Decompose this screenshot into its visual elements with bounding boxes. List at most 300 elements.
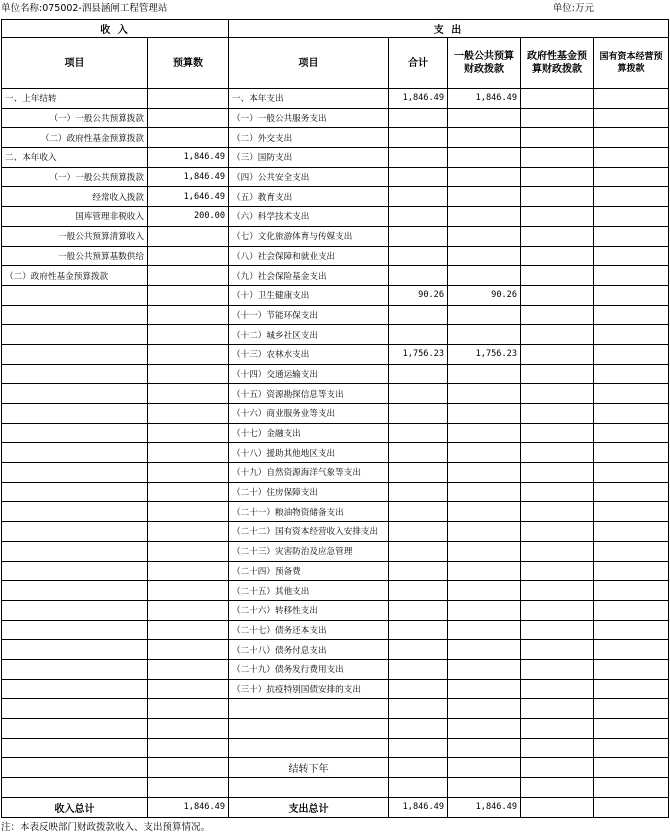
state-capital-cell <box>594 640 669 660</box>
income-item-cell: 国库管理非税收入 <box>2 207 148 227</box>
state-capital-cell <box>594 581 669 601</box>
expense-item-cell: （二十九）债务发行费用支出 <box>229 659 389 679</box>
income-item-cell <box>2 384 148 404</box>
expense-item-cell: （十八）援助其他地区支出 <box>229 443 389 463</box>
expense-item-cell: （十五）资源勘探信息等支出 <box>229 384 389 404</box>
fund-budget-cell <box>521 719 594 739</box>
income-item-cell <box>2 581 148 601</box>
table-row <box>2 640 669 660</box>
general-budget-cell <box>448 541 521 561</box>
expense-item-cell: （二十三）灾害防治及应急管理 <box>229 541 389 561</box>
income-budget-cell <box>148 404 229 424</box>
expense-total-cell <box>389 167 448 187</box>
col-header-budget: 预算数 <box>148 38 229 89</box>
expense-total-cell <box>389 148 448 168</box>
table-row <box>2 778 669 798</box>
general-budget-cell <box>448 148 521 168</box>
table-row <box>2 699 669 719</box>
income-budget-cell <box>148 640 229 660</box>
fund-budget-cell <box>521 541 594 561</box>
general-budget-cell <box>448 778 521 798</box>
fund-budget-cell <box>521 404 594 424</box>
income-budget-cell <box>148 778 229 798</box>
state-capital-cell <box>594 659 669 679</box>
income-item-cell <box>2 600 148 620</box>
general-budget-cell <box>448 325 521 345</box>
col-header-total: 合计 <box>389 38 448 89</box>
col-header-expense-item: 项目 <box>229 38 389 89</box>
expense-item-cell <box>229 719 389 739</box>
expense-total-cell: 90.26 <box>389 285 448 305</box>
expense-item-cell: （三）国防支出 <box>229 148 389 168</box>
income-item-cell <box>2 640 148 660</box>
income-item-cell <box>2 325 148 345</box>
expense-total-cell <box>389 207 448 227</box>
expense-total-label: 支出总计 <box>229 797 389 817</box>
income-item-cell <box>2 778 148 798</box>
income-budget-cell <box>148 226 229 246</box>
expense-item-cell: （二十七）债务还本支出 <box>229 620 389 640</box>
fund-budget-cell <box>521 443 594 463</box>
table-row <box>2 207 669 227</box>
income-budget-cell <box>148 128 229 148</box>
table-row <box>2 463 669 483</box>
income-item-cell <box>2 738 148 758</box>
expense-item-cell: 结转下年 <box>229 758 389 778</box>
footnote: 注：本表反映部门财政拨款收入、支出预算情况。 <box>1 822 211 833</box>
table-row <box>2 758 669 778</box>
expense-item-cell: （五）教育支出 <box>229 187 389 207</box>
income-item-cell <box>2 364 148 384</box>
expense-item-cell: 一、本年支出 <box>229 89 389 109</box>
income-budget-cell <box>148 679 229 699</box>
expense-total-cell <box>389 364 448 384</box>
income-budget-cell <box>148 108 229 128</box>
expense-total-cell <box>389 325 448 345</box>
expense-total-cell: 1,846.49 <box>389 89 448 109</box>
income-item-cell <box>2 502 148 522</box>
table-row <box>2 187 669 207</box>
income-budget-cell <box>148 581 229 601</box>
income-item-cell <box>2 522 148 542</box>
income-item-cell <box>2 344 148 364</box>
income-budget-cell <box>148 266 229 286</box>
budget-table <box>1 19 669 818</box>
income-item-cell: （一）一般公共预算拨款 <box>2 108 148 128</box>
expense-total-cell <box>389 404 448 424</box>
fund-budget-cell <box>521 89 594 109</box>
income-budget-cell <box>148 305 229 325</box>
expense-total-cell <box>389 561 448 581</box>
expense-item-cell: （十六）商业服务业等支出 <box>229 404 389 424</box>
table-row <box>2 502 669 522</box>
income-budget-cell <box>148 482 229 502</box>
table-row <box>2 325 669 345</box>
fund-budget-cell <box>521 128 594 148</box>
fund-budget-cell <box>521 522 594 542</box>
income-budget-cell: 1,646.49 <box>148 187 229 207</box>
expense-item-cell: （十二）城乡社区支出 <box>229 325 389 345</box>
income-budget-cell <box>148 423 229 443</box>
state-capital-cell <box>594 482 669 502</box>
general-budget-cell <box>448 128 521 148</box>
income-item-cell: 一、上年结转 <box>2 89 148 109</box>
expense-total-cell <box>389 719 448 739</box>
fund-budget-cell <box>521 679 594 699</box>
state-capital-cell <box>594 699 669 719</box>
general-budget-cell <box>448 758 521 778</box>
state-capital-cell <box>594 758 669 778</box>
general-budget-cell <box>448 305 521 325</box>
income-item-cell <box>2 443 148 463</box>
general-budget-cell <box>448 443 521 463</box>
income-item-cell <box>2 620 148 640</box>
income-budget-cell <box>148 325 229 345</box>
income-budget-cell <box>148 364 229 384</box>
income-budget-cell <box>148 758 229 778</box>
table-row <box>2 226 669 246</box>
state-capital-cell <box>594 541 669 561</box>
expense-total-cell <box>389 266 448 286</box>
income-item-cell: 一般公共预算清算收入 <box>2 226 148 246</box>
expense-total-cell <box>389 463 448 483</box>
income-budget-cell: 1,846.49 <box>148 167 229 187</box>
expense-total-cell <box>389 522 448 542</box>
expense-header: 支 出 <box>229 20 669 38</box>
income-budget-cell <box>148 561 229 581</box>
unit-name: 单位名称:075002-泗县涵闸工程管理站 <box>1 3 168 14</box>
fund-budget-cell <box>521 246 594 266</box>
state-capital-cell <box>594 522 669 542</box>
fund-budget-cell <box>521 187 594 207</box>
fund-budget-cell <box>521 266 594 286</box>
state-capital-cell <box>594 778 669 798</box>
income-total-label: 收入总计 <box>2 797 148 817</box>
state-capital-cell <box>594 344 669 364</box>
table-row <box>2 679 669 699</box>
state-capital-cell <box>594 561 669 581</box>
table-row <box>2 423 669 443</box>
income-budget-cell <box>148 659 229 679</box>
table-row <box>2 364 669 384</box>
state-capital-cell <box>594 226 669 246</box>
general-budget-cell <box>448 266 521 286</box>
expense-total-cell <box>389 581 448 601</box>
fund-budget-cell <box>521 699 594 719</box>
expense-item-cell: （三十）抗疫特别国债安排的支出 <box>229 679 389 699</box>
expense-item-cell: （十四）交通运输支出 <box>229 364 389 384</box>
state-capital-cell <box>594 620 669 640</box>
general-budget-cell: 1,756.23 <box>448 344 521 364</box>
fund-budget-cell <box>521 502 594 522</box>
expense-item-cell: （七）文化旅游体育与传媒支出 <box>229 226 389 246</box>
expense-total-cell <box>389 699 448 719</box>
fund-budget-cell <box>521 207 594 227</box>
expense-item-cell: （四）公共安全支出 <box>229 167 389 187</box>
income-budget-cell <box>148 522 229 542</box>
income-budget-cell <box>148 384 229 404</box>
state-capital-cell <box>594 108 669 128</box>
income-item-cell <box>2 463 148 483</box>
fund-budget-cell <box>521 581 594 601</box>
fund-budget-cell <box>521 285 594 305</box>
expense-item-cell: （二十一）粮油物资储备支出 <box>229 502 389 522</box>
state-capital-cell <box>594 246 669 266</box>
general-budget-cell: 90.26 <box>448 285 521 305</box>
table-row <box>2 89 669 109</box>
expense-total-cell <box>389 659 448 679</box>
section-header-row <box>2 20 669 38</box>
general-budget-cell <box>448 384 521 404</box>
income-budget-cell <box>148 443 229 463</box>
general-budget-cell <box>448 600 521 620</box>
fund-budget-cell <box>521 561 594 581</box>
fund-budget-cell <box>521 226 594 246</box>
table-row <box>2 404 669 424</box>
total-row <box>2 797 669 817</box>
fund-budget-cell <box>521 620 594 640</box>
income-item-cell: 二、本年收入 <box>2 148 148 168</box>
income-item-cell <box>2 482 148 502</box>
general-budget-cell <box>448 581 521 601</box>
table-row <box>2 659 669 679</box>
income-budget-cell: 1,846.49 <box>148 148 229 168</box>
income-budget-cell <box>148 600 229 620</box>
general-budget-cell <box>448 640 521 660</box>
income-budget-cell <box>148 620 229 640</box>
expense-total-cell: 1,756.23 <box>389 344 448 364</box>
col-header-fund-budget: 政府性基金预算财政拨款 <box>521 38 594 89</box>
fund-budget-cell <box>521 482 594 502</box>
general-budget-cell <box>448 246 521 266</box>
income-budget-cell <box>148 502 229 522</box>
expense-item-cell: （二十六）转移性支出 <box>229 600 389 620</box>
expense-total-cell <box>389 679 448 699</box>
table-row <box>2 541 669 561</box>
income-budget-cell <box>148 285 229 305</box>
general-budget-cell <box>448 679 521 699</box>
state-capital-cell <box>594 679 669 699</box>
expense-item-cell: （二）外交支出 <box>229 128 389 148</box>
general-budget-total: 1,846.49 <box>448 797 521 817</box>
income-item-cell <box>2 719 148 739</box>
table-row <box>2 305 669 325</box>
fund-budget-cell <box>521 384 594 404</box>
expense-total-cell <box>389 541 448 561</box>
state-capital-cell <box>594 325 669 345</box>
fund-budget-cell <box>521 640 594 660</box>
income-item-cell <box>2 659 148 679</box>
income-budget-cell <box>148 344 229 364</box>
table-row <box>2 561 669 581</box>
state-capital-cell <box>594 719 669 739</box>
col-header-general-budget: 一般公共预算财政拨款 <box>448 38 521 89</box>
state-capital-cell <box>594 305 669 325</box>
state-capital-cell <box>594 187 669 207</box>
state-capital-cell <box>594 600 669 620</box>
expense-item-cell <box>229 738 389 758</box>
income-budget-cell <box>148 738 229 758</box>
fund-budget-cell <box>521 778 594 798</box>
expense-item-cell: （二十）住房保障支出 <box>229 482 389 502</box>
expense-total-cell <box>389 600 448 620</box>
expense-total-cell <box>389 738 448 758</box>
income-budget-cell <box>148 89 229 109</box>
income-item-cell <box>2 758 148 778</box>
income-item-cell <box>2 561 148 581</box>
fund-budget-cell <box>521 423 594 443</box>
expense-item-cell: （十七）金融支出 <box>229 423 389 443</box>
expense-item-cell: （九）社会保险基金支出 <box>229 266 389 286</box>
table-row <box>2 581 669 601</box>
expense-item-cell: （十三）农林水支出 <box>229 344 389 364</box>
fund-budget-cell <box>521 738 594 758</box>
expense-total-cell <box>389 128 448 148</box>
general-budget-cell <box>448 502 521 522</box>
column-header-row <box>2 38 669 89</box>
table-row <box>2 246 669 266</box>
general-budget-cell <box>448 561 521 581</box>
fund-budget-cell <box>521 463 594 483</box>
state-capital-cell <box>594 167 669 187</box>
income-item-cell: 经常收入拨款 <box>2 187 148 207</box>
col-header-income-item: 项目 <box>2 38 148 89</box>
table-row <box>2 443 669 463</box>
fund-budget-cell <box>521 325 594 345</box>
expense-item-cell: （二十八）债务付息支出 <box>229 640 389 660</box>
general-budget-cell <box>448 620 521 640</box>
expense-total-cell <box>389 443 448 463</box>
expense-item-cell <box>229 778 389 798</box>
state-capital-cell <box>594 148 669 168</box>
table-row <box>2 344 669 364</box>
general-budget-cell <box>448 226 521 246</box>
expense-total-cell <box>389 423 448 443</box>
state-capital-cell <box>594 266 669 286</box>
general-budget-cell <box>448 699 521 719</box>
expense-total-cell <box>389 246 448 266</box>
table-row <box>2 482 669 502</box>
state-capital-cell <box>594 285 669 305</box>
table-row <box>2 148 669 168</box>
table-row <box>2 128 669 148</box>
state-capital-cell <box>594 502 669 522</box>
state-capital-cell <box>594 404 669 424</box>
fund-budget-cell <box>521 344 594 364</box>
expense-total-cell <box>389 226 448 246</box>
expense-total-cell <box>389 758 448 778</box>
expense-total-cell <box>389 384 448 404</box>
general-budget-cell <box>448 167 521 187</box>
state-capital-cell <box>594 364 669 384</box>
state-capital-cell <box>594 738 669 758</box>
table-row <box>2 738 669 758</box>
table-row <box>2 620 669 640</box>
expense-item-cell: （十一）节能环保支出 <box>229 305 389 325</box>
table-row <box>2 108 669 128</box>
expense-item-cell: （二十四）预备费 <box>229 561 389 581</box>
expense-item-cell: （十）卫生健康支出 <box>229 285 389 305</box>
expense-total-cell <box>389 187 448 207</box>
expense-item-cell: （二十五）其他支出 <box>229 581 389 601</box>
table-row <box>2 167 669 187</box>
state-capital-cell <box>594 207 669 227</box>
expense-total-cell <box>389 305 448 325</box>
income-item-cell: 一般公共预算基数供给 <box>2 246 148 266</box>
expense-item-cell: （六）科学技术支出 <box>229 207 389 227</box>
state-capital-cell <box>594 423 669 443</box>
income-budget-cell <box>148 719 229 739</box>
col-header-state-capital: 国有资本经营预算拨款 <box>594 38 669 89</box>
fund-budget-cell <box>521 108 594 128</box>
general-budget-cell <box>448 404 521 424</box>
income-item-cell: （一）一般公共预算拨款 <box>2 167 148 187</box>
table-row <box>2 600 669 620</box>
general-budget-cell <box>448 522 521 542</box>
general-budget-cell: 1,846.49 <box>448 89 521 109</box>
income-item-cell <box>2 679 148 699</box>
income-budget-cell: 200.00 <box>148 207 229 227</box>
expense-total-cell <box>389 778 448 798</box>
state-capital-cell <box>594 463 669 483</box>
fund-budget-total <box>521 797 594 817</box>
expense-total-cell <box>389 620 448 640</box>
income-item-cell <box>2 423 148 443</box>
general-budget-cell <box>448 364 521 384</box>
state-capital-cell <box>594 384 669 404</box>
table-row <box>2 285 669 305</box>
expense-total-cell <box>389 640 448 660</box>
expense-item-cell: （二十二）国有资本经营收入安排支出 <box>229 522 389 542</box>
general-budget-cell <box>448 659 521 679</box>
general-budget-cell <box>448 187 521 207</box>
expense-item-cell: （一）一般公共服务支出 <box>229 108 389 128</box>
table-row <box>2 266 669 286</box>
expense-item-cell: （十九）自然资源海洋气象等支出 <box>229 463 389 483</box>
general-budget-cell <box>448 482 521 502</box>
general-budget-cell <box>448 423 521 443</box>
state-capital-cell <box>594 89 669 109</box>
expense-total-cell <box>389 502 448 522</box>
income-budget-cell <box>148 699 229 719</box>
income-item-cell <box>2 541 148 561</box>
table-row <box>2 522 669 542</box>
general-budget-cell <box>448 738 521 758</box>
income-item-cell <box>2 305 148 325</box>
expense-item-cell: （八）社会保障和就业支出 <box>229 246 389 266</box>
income-item-cell: （二）政府性基金预算拨款 <box>2 128 148 148</box>
general-budget-cell <box>448 108 521 128</box>
income-budget-cell <box>148 541 229 561</box>
income-total-value: 1,846.49 <box>148 797 229 817</box>
general-budget-cell <box>448 207 521 227</box>
income-header: 收 入 <box>2 20 229 38</box>
general-budget-cell <box>448 463 521 483</box>
table-row <box>2 719 669 739</box>
income-item-cell <box>2 404 148 424</box>
fund-budget-cell <box>521 600 594 620</box>
fund-budget-cell <box>521 167 594 187</box>
income-item-cell <box>2 285 148 305</box>
fund-budget-cell <box>521 659 594 679</box>
unit-label: 单位:万元 <box>552 3 594 14</box>
fund-budget-cell <box>521 305 594 325</box>
state-capital-total <box>594 797 669 817</box>
income-item-cell: （二）政府性基金预算拨款 <box>2 266 148 286</box>
expense-total-value: 1,846.49 <box>389 797 448 817</box>
state-capital-cell <box>594 443 669 463</box>
fund-budget-cell <box>521 148 594 168</box>
